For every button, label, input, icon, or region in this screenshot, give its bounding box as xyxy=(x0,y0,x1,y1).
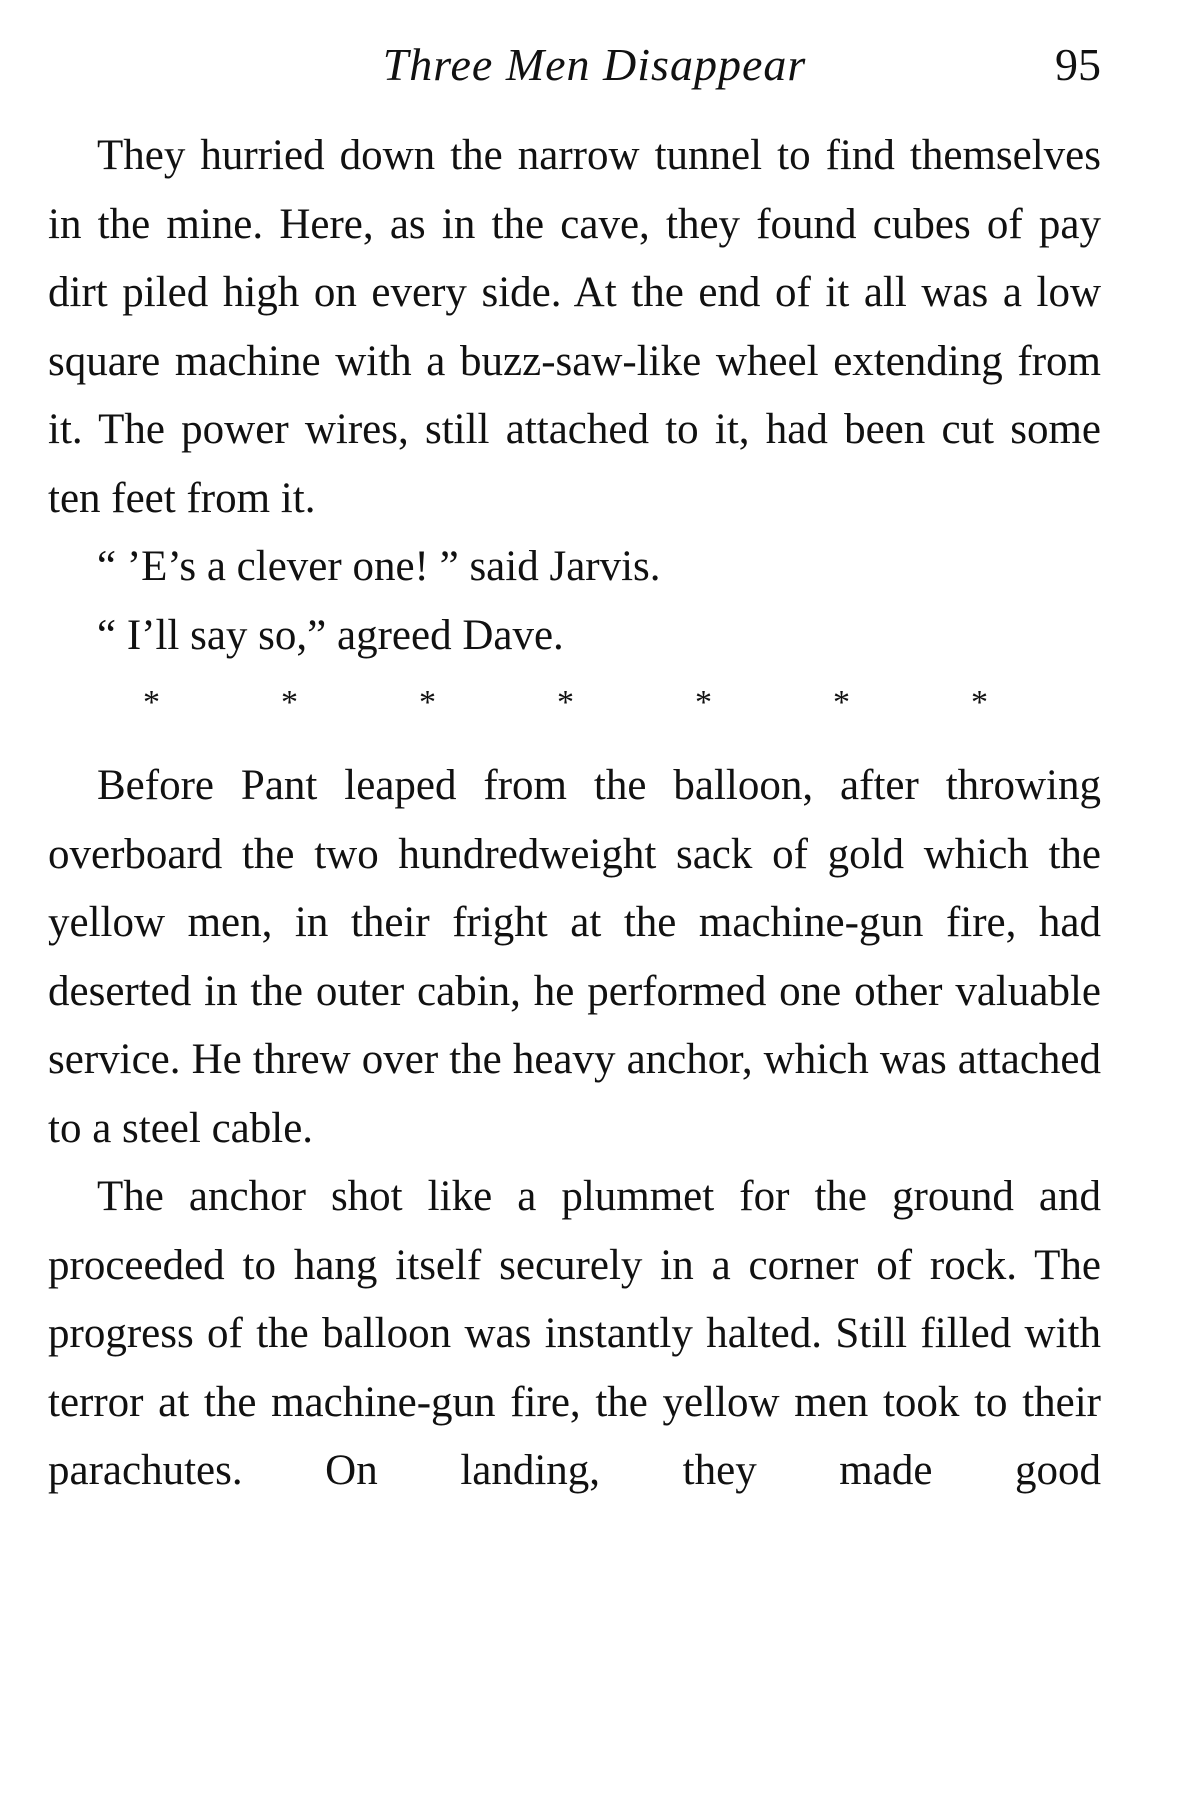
paragraph-pant: Before Pant leaped from the balloon, after throwing overboard the two hundredweight sack of gold which the yellow men, in their fright at the machine-gun fire, had deserted in the outer cabin, he performed one other valuable service. He threw over the heavy anchor, which was attached to a steel cable. xyxy=(48,762,1101,1152)
section-break-asterisk: * xyxy=(833,684,850,721)
paragraph-tunnel: They hurried down the narrow tunnel to find themselves in the mine. Here, as in the cave, they found cubes of pay dirt piled high on every side. At the end of it all was a low square machine with a buzz-saw-like wheel extending from it. The power wires, still attached to it, had been cut some ten feet from it. xyxy=(48,132,1101,522)
section-break-asterisk: * xyxy=(281,684,298,721)
section-break xyxy=(48,670,1101,736)
paragraph-anchor: The anchor shot like a plummet for the ground and proceeded to hang itself securely in a corner of rock. The progress of the balloon was instantly halted. Still filled with terror at the machine-gun fire, the yellow men took to their parachutes. On landing, they made good xyxy=(48,1173,1101,1494)
running-title: Three Men Disappear xyxy=(382,39,807,90)
section-break-asterisk: * xyxy=(419,684,436,721)
section-break-asterisk: * xyxy=(695,684,712,721)
section-break-asterisk: * xyxy=(971,684,988,721)
running-header xyxy=(48,32,1101,98)
dialogue-jarvis: “ ’E’s a clever one! ” said Jarvis. xyxy=(97,543,661,590)
body-text xyxy=(48,122,1101,1506)
dialogue-dave: “ I’ll say so,” agreed Dave. xyxy=(97,611,564,659)
section-break-asterisk: * xyxy=(143,684,160,721)
section-break-asterisk: * xyxy=(557,684,574,721)
page-number: 95 xyxy=(1055,39,1101,90)
